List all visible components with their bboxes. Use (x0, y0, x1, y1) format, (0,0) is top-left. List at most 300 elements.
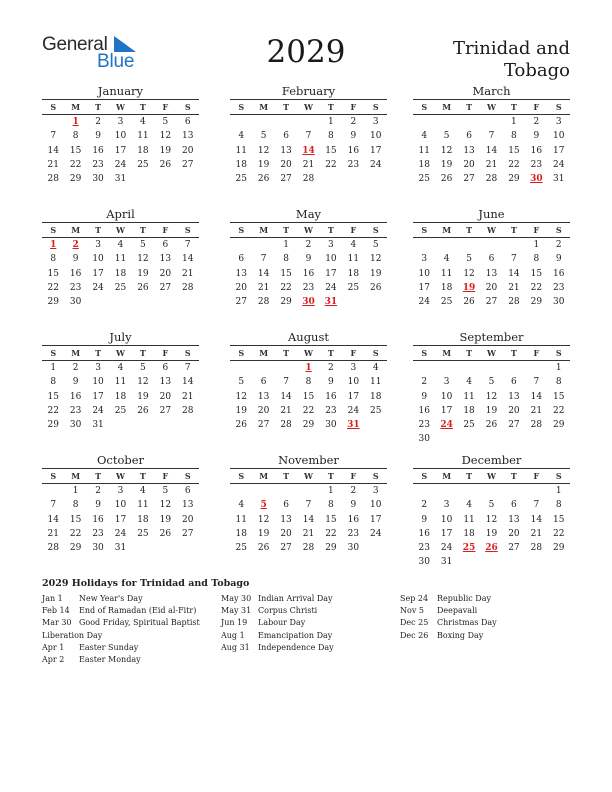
holiday-name: Deepavali (437, 606, 478, 616)
day-cell: 22 (69, 159, 82, 170)
holiday-name: End of Ramadan (Eid al-Fitr) (79, 606, 197, 616)
weekday-label: S (238, 102, 245, 112)
day-cell: 30 (418, 434, 430, 445)
day-cell: 23 (92, 159, 104, 170)
day-cell: 17 (440, 405, 453, 416)
day-cell: 14 (280, 391, 292, 402)
day-cell: 13 (159, 377, 172, 388)
day-cell: 3 (95, 240, 101, 250)
empty-cell (413, 484, 435, 498)
day-cell: 19 (159, 145, 172, 156)
day-cell: 16 (530, 145, 543, 156)
holiday-date: Apr 2 (42, 654, 65, 664)
day-cell: 28 (257, 297, 270, 308)
day-cell: 20 (508, 405, 520, 416)
day-cell: 24 (370, 159, 382, 170)
day-cell: 20 (257, 405, 270, 416)
weekday-header (42, 99, 199, 115)
day-cell: 22 (553, 405, 565, 416)
holiday-row (400, 605, 497, 617)
day-cell: 6 (511, 377, 517, 388)
day-cell: 23 (69, 282, 82, 293)
weekday-label: W (303, 471, 313, 481)
weekday-label: S (372, 225, 379, 235)
month-february (230, 84, 387, 186)
weekday-label: T (139, 225, 146, 235)
weekday-label: T (466, 471, 473, 481)
day-cell: 27 (182, 159, 194, 170)
holiday-day-cell: 2 (72, 240, 79, 250)
empty-cell (458, 361, 480, 375)
day-cell: 13 (280, 514, 292, 525)
weekday-label: S (238, 225, 245, 235)
weekday-label: M (442, 348, 452, 358)
day-cell: 16 (418, 528, 430, 539)
day-cell: 29 (553, 420, 565, 431)
day-cell: 16 (92, 514, 104, 525)
day-cell: 15 (47, 391, 59, 402)
weekday-label: T (283, 348, 290, 358)
empty-cell (230, 484, 252, 498)
day-cell: 10 (114, 500, 127, 511)
weekday-header (413, 99, 570, 115)
weekday-label: S (421, 225, 428, 235)
holiday-row (42, 593, 200, 605)
day-cell: 9 (95, 131, 101, 142)
day-cell: 2 (421, 377, 428, 388)
weekday-label: F (162, 348, 169, 358)
weekday-label: S (50, 102, 57, 112)
day-grid (413, 115, 570, 186)
day-cell: 15 (325, 145, 337, 156)
day-cell: 20 (508, 528, 520, 539)
weekday-label: W (115, 102, 125, 112)
day-cell: 21 (47, 159, 59, 170)
empty-cell (480, 238, 502, 252)
day-cell: 12 (137, 254, 149, 265)
day-cell: 20 (463, 159, 475, 170)
weekday-header (230, 222, 387, 238)
weekday-label: S (50, 225, 57, 235)
holiday-name: Indian Arrival Day (258, 594, 333, 603)
day-cell: 9 (305, 254, 312, 265)
day-cell: 2 (72, 363, 79, 373)
weekday-label: M (71, 471, 81, 481)
day-cell: 23 (530, 159, 543, 170)
day-cell: 17 (370, 145, 382, 156)
day-cell: 26 (159, 528, 172, 539)
day-cell: 6 (162, 363, 169, 373)
day-cell: 10 (553, 131, 565, 142)
day-cell: 24 (347, 405, 360, 416)
day-cell: 25 (114, 405, 127, 416)
day-cell: 24 (92, 405, 104, 416)
day-cell: 10 (92, 377, 104, 388)
empty-cell (503, 361, 525, 375)
day-cell: 19 (137, 268, 149, 279)
weekday-label: T (139, 348, 146, 358)
empty-cell (458, 115, 480, 129)
holiday-day-cell: 19 (462, 282, 476, 293)
month-name: April (106, 207, 135, 221)
holiday-name: New Year's Day (79, 594, 143, 603)
day-cell: 16 (553, 268, 565, 279)
day-cell: 2 (533, 117, 540, 127)
day-cell: 17 (92, 268, 104, 279)
holiday-day-cell: 30 (530, 174, 543, 185)
day-cell: 28 (280, 420, 292, 431)
day-cell: 5 (162, 486, 169, 496)
month-name: May (295, 207, 322, 221)
month-name: June (478, 207, 505, 221)
day-cell: 5 (260, 131, 267, 142)
month-name: October (96, 453, 145, 467)
holiday-row (42, 642, 200, 654)
day-cell: 14 (47, 145, 59, 156)
day-cell: 17 (114, 514, 127, 525)
day-cell: 1 (555, 486, 562, 496)
day-cell: 7 (50, 131, 57, 142)
day-cell: 30 (69, 420, 82, 431)
day-cell: 22 (302, 405, 315, 416)
day-cell: 10 (370, 500, 382, 511)
day-cell: 21 (280, 405, 292, 416)
weekday-label: S (372, 471, 379, 481)
holiday-column (400, 593, 497, 642)
day-cell: 29 (47, 420, 59, 431)
holiday-row (221, 642, 334, 654)
day-cell: 13 (235, 268, 247, 279)
day-cell: 7 (50, 500, 57, 511)
day-cell: 17 (440, 528, 453, 539)
day-cell: 12 (485, 391, 498, 402)
day-cell: 21 (257, 282, 270, 293)
day-cell: 13 (508, 391, 520, 402)
day-cell: 13 (257, 391, 270, 402)
weekday-label: S (421, 348, 428, 358)
day-cell: 22 (553, 528, 565, 539)
holiday-name: Good Friday, Spiritual Baptist (79, 618, 200, 628)
day-cell: 18 (418, 159, 430, 170)
day-cell: 29 (47, 297, 59, 308)
day-cell: 22 (325, 159, 337, 170)
day-cell: 11 (347, 254, 360, 265)
day-cell: 22 (325, 528, 337, 539)
day-cell: 28 (530, 420, 543, 431)
holiday-column (42, 593, 200, 666)
day-cell: 9 (421, 514, 428, 525)
day-grid (230, 484, 387, 555)
day-cell: 15 (280, 268, 292, 279)
day-cell: 20 (159, 391, 172, 402)
holiday-date: Mar 30 (42, 618, 72, 628)
holiday-row (221, 593, 334, 605)
empty-cell (252, 484, 274, 498)
day-cell: 25 (137, 528, 149, 539)
day-cell: 30 (92, 174, 104, 185)
holiday-name: Labour Day (258, 618, 306, 628)
day-cell: 31 (114, 543, 127, 554)
empty-cell (42, 115, 64, 129)
day-cell: 20 (159, 268, 172, 279)
day-cell: 8 (328, 131, 334, 142)
day-cell: 10 (92, 254, 104, 265)
empty-cell (42, 484, 64, 498)
weekday-label: T (510, 471, 517, 481)
day-cell: 22 (47, 282, 59, 293)
holiday-row (42, 654, 200, 666)
day-cell: 2 (555, 240, 562, 250)
day-cell: 8 (328, 500, 334, 511)
holiday-name: Easter Sunday (79, 642, 139, 652)
day-cell: 10 (325, 254, 337, 265)
day-cell: 7 (184, 240, 191, 250)
day-cell: 20 (235, 282, 247, 293)
month-name: December (461, 453, 522, 467)
empty-cell (230, 238, 252, 252)
weekday-label: W (486, 225, 496, 235)
weekday-label: W (115, 348, 125, 358)
day-cell: 18 (137, 514, 149, 525)
day-cell: 20 (182, 514, 194, 525)
day-cell: 28 (47, 543, 59, 554)
weekday-label: W (115, 225, 125, 235)
weekday-label: T (283, 471, 290, 481)
weekday-label: T (466, 102, 473, 112)
day-cell: 16 (347, 145, 360, 156)
day-grid (413, 484, 570, 570)
weekday-label: F (162, 102, 169, 112)
empty-cell (480, 484, 502, 498)
weekday-label: S (555, 348, 562, 358)
empty-cell (435, 484, 457, 498)
day-cell: 27 (508, 420, 520, 431)
day-cell: 4 (238, 500, 245, 511)
day-cell: 31 (440, 557, 453, 568)
holiday-name: Emancipation Day (258, 630, 333, 640)
day-cell: 22 (69, 528, 82, 539)
day-cell: 13 (159, 254, 172, 265)
holiday-row (221, 605, 334, 617)
holiday-name: Easter Monday (79, 654, 141, 664)
day-cell: 10 (114, 131, 127, 142)
holiday-date: May 30 (221, 594, 252, 603)
day-cell: 4 (117, 240, 124, 250)
month-december (413, 453, 570, 570)
weekday-label: T (139, 471, 146, 481)
holiday-date: Dec 25 (400, 618, 429, 628)
day-cell: 10 (418, 268, 430, 279)
day-cell: 14 (508, 268, 520, 279)
weekday-label: S (555, 225, 562, 235)
weekday-label: T (95, 471, 102, 481)
day-cell: 11 (235, 514, 247, 525)
day-cell: 7 (305, 500, 312, 511)
day-cell: 3 (555, 117, 562, 127)
day-cell: 30 (325, 420, 337, 431)
empty-cell (275, 484, 297, 498)
weekday-label: S (238, 348, 245, 358)
day-cell: 24 (114, 159, 127, 170)
day-cell: 16 (325, 391, 337, 402)
day-cell: 6 (488, 254, 495, 265)
day-cell: 7 (511, 254, 517, 265)
day-cell: 18 (137, 145, 149, 156)
holiday-date: Nov 5 (400, 606, 424, 616)
weekday-label: W (486, 102, 496, 112)
day-cell: 21 (302, 528, 315, 539)
weekday-label: W (486, 348, 496, 358)
day-cell: 3 (117, 486, 124, 496)
day-cell: 11 (463, 514, 475, 525)
weekday-label: F (350, 348, 357, 358)
weekday-label: F (533, 225, 540, 235)
day-cell: 2 (350, 486, 357, 496)
day-cell: 14 (530, 514, 543, 525)
day-cell: 5 (140, 363, 146, 373)
day-cell: 12 (159, 131, 172, 142)
holiday-row (42, 630, 200, 642)
day-cell: 27 (182, 528, 194, 539)
day-cell: 21 (508, 282, 520, 293)
weekday-label: W (303, 225, 313, 235)
day-cell: 14 (257, 268, 270, 279)
day-cell: 25 (235, 174, 247, 185)
holiday-day-cell: 1 (50, 240, 57, 250)
day-cell: 9 (421, 391, 428, 402)
weekday-header (42, 345, 199, 361)
day-grid (42, 238, 199, 309)
weekday-label: T (510, 102, 517, 112)
holiday-date: Sep 24 (400, 594, 429, 603)
weekday-header (413, 345, 570, 361)
weekday-label: T (283, 102, 290, 112)
day-cell: 16 (347, 514, 360, 525)
country-name-line1: Trinidad and (452, 38, 570, 59)
month-name: September (459, 330, 524, 344)
weekday-header (42, 222, 199, 238)
day-cell: 29 (69, 174, 82, 185)
weekday-label: M (259, 471, 269, 481)
day-cell: 18 (347, 268, 360, 279)
day-cell: 26 (257, 543, 270, 554)
holiday-name: Boxing Day (437, 630, 484, 640)
weekday-label: S (50, 471, 57, 481)
day-cell: 19 (235, 405, 247, 416)
empty-cell (297, 115, 319, 129)
day-cell: 13 (182, 131, 194, 142)
day-cell: 8 (72, 500, 79, 511)
day-cell: 23 (418, 420, 430, 431)
holiday-name: Corpus Christi (258, 606, 318, 616)
day-cell: 19 (440, 159, 453, 170)
empty-cell (458, 484, 480, 498)
empty-cell (435, 238, 457, 252)
day-cell: 8 (72, 131, 79, 142)
weekday-header (230, 99, 387, 115)
weekday-label: T (327, 225, 334, 235)
weekday-label: M (71, 102, 81, 112)
month-name: March (472, 84, 511, 98)
weekday-label: M (259, 348, 269, 358)
day-cell: 21 (302, 159, 315, 170)
day-cell: 23 (418, 543, 430, 554)
empty-cell (458, 238, 480, 252)
holiday-day-cell: 31 (324, 297, 338, 308)
day-cell: 21 (182, 268, 194, 279)
day-cell: 9 (72, 254, 79, 265)
day-cell: 5 (238, 377, 245, 388)
day-cell: 9 (533, 131, 540, 142)
day-cell: 6 (184, 117, 191, 127)
holiday-row (42, 605, 200, 617)
day-cell: 7 (184, 363, 191, 373)
day-cell: 31 (553, 174, 565, 185)
day-cell: 18 (463, 528, 475, 539)
day-cell: 20 (182, 145, 194, 156)
weekday-label: F (350, 225, 357, 235)
weekday-label: T (95, 348, 102, 358)
holiday-date: Dec 26 (400, 630, 429, 640)
country-name (410, 38, 570, 82)
day-cell: 20 (280, 528, 292, 539)
holiday-row (400, 617, 497, 629)
day-cell: 28 (302, 174, 315, 185)
month-august (230, 330, 387, 432)
day-cell: 4 (238, 131, 245, 142)
day-cell: 3 (443, 500, 450, 511)
empty-cell (275, 361, 297, 375)
day-cell: 5 (488, 377, 495, 388)
empty-cell (230, 361, 252, 375)
empty-cell (525, 361, 547, 375)
day-cell: 3 (95, 363, 101, 373)
day-cell: 1 (72, 486, 79, 496)
empty-cell (525, 484, 547, 498)
month-january (42, 84, 199, 186)
day-cell: 19 (257, 528, 270, 539)
empty-cell (252, 238, 274, 252)
day-cell: 31 (114, 174, 127, 185)
day-cell: 16 (418, 405, 430, 416)
day-cell: 14 (182, 254, 194, 265)
weekday-label: S (555, 471, 562, 481)
day-cell: 18 (114, 268, 127, 279)
day-cell: 23 (347, 528, 360, 539)
holiday-row (400, 593, 497, 605)
day-cell: 17 (114, 145, 127, 156)
weekday-label: T (466, 225, 473, 235)
day-cell: 6 (184, 486, 191, 496)
day-cell: 24 (418, 297, 430, 308)
weekday-label: M (442, 102, 452, 112)
day-cell: 24 (370, 528, 382, 539)
holiday-name: Independence Day (258, 642, 334, 652)
day-cell: 29 (508, 174, 520, 185)
day-cell: 4 (421, 131, 428, 142)
day-cell: 30 (347, 543, 360, 554)
day-cell: 29 (280, 297, 292, 308)
day-cell: 23 (553, 282, 565, 293)
day-cell: 29 (530, 297, 543, 308)
weekday-header (230, 345, 387, 361)
day-cell: 4 (140, 486, 146, 496)
day-cell: 26 (137, 282, 149, 293)
empty-cell (297, 484, 319, 498)
day-cell: 18 (370, 391, 382, 402)
weekday-label: T (327, 102, 334, 112)
day-cell: 5 (372, 240, 379, 250)
